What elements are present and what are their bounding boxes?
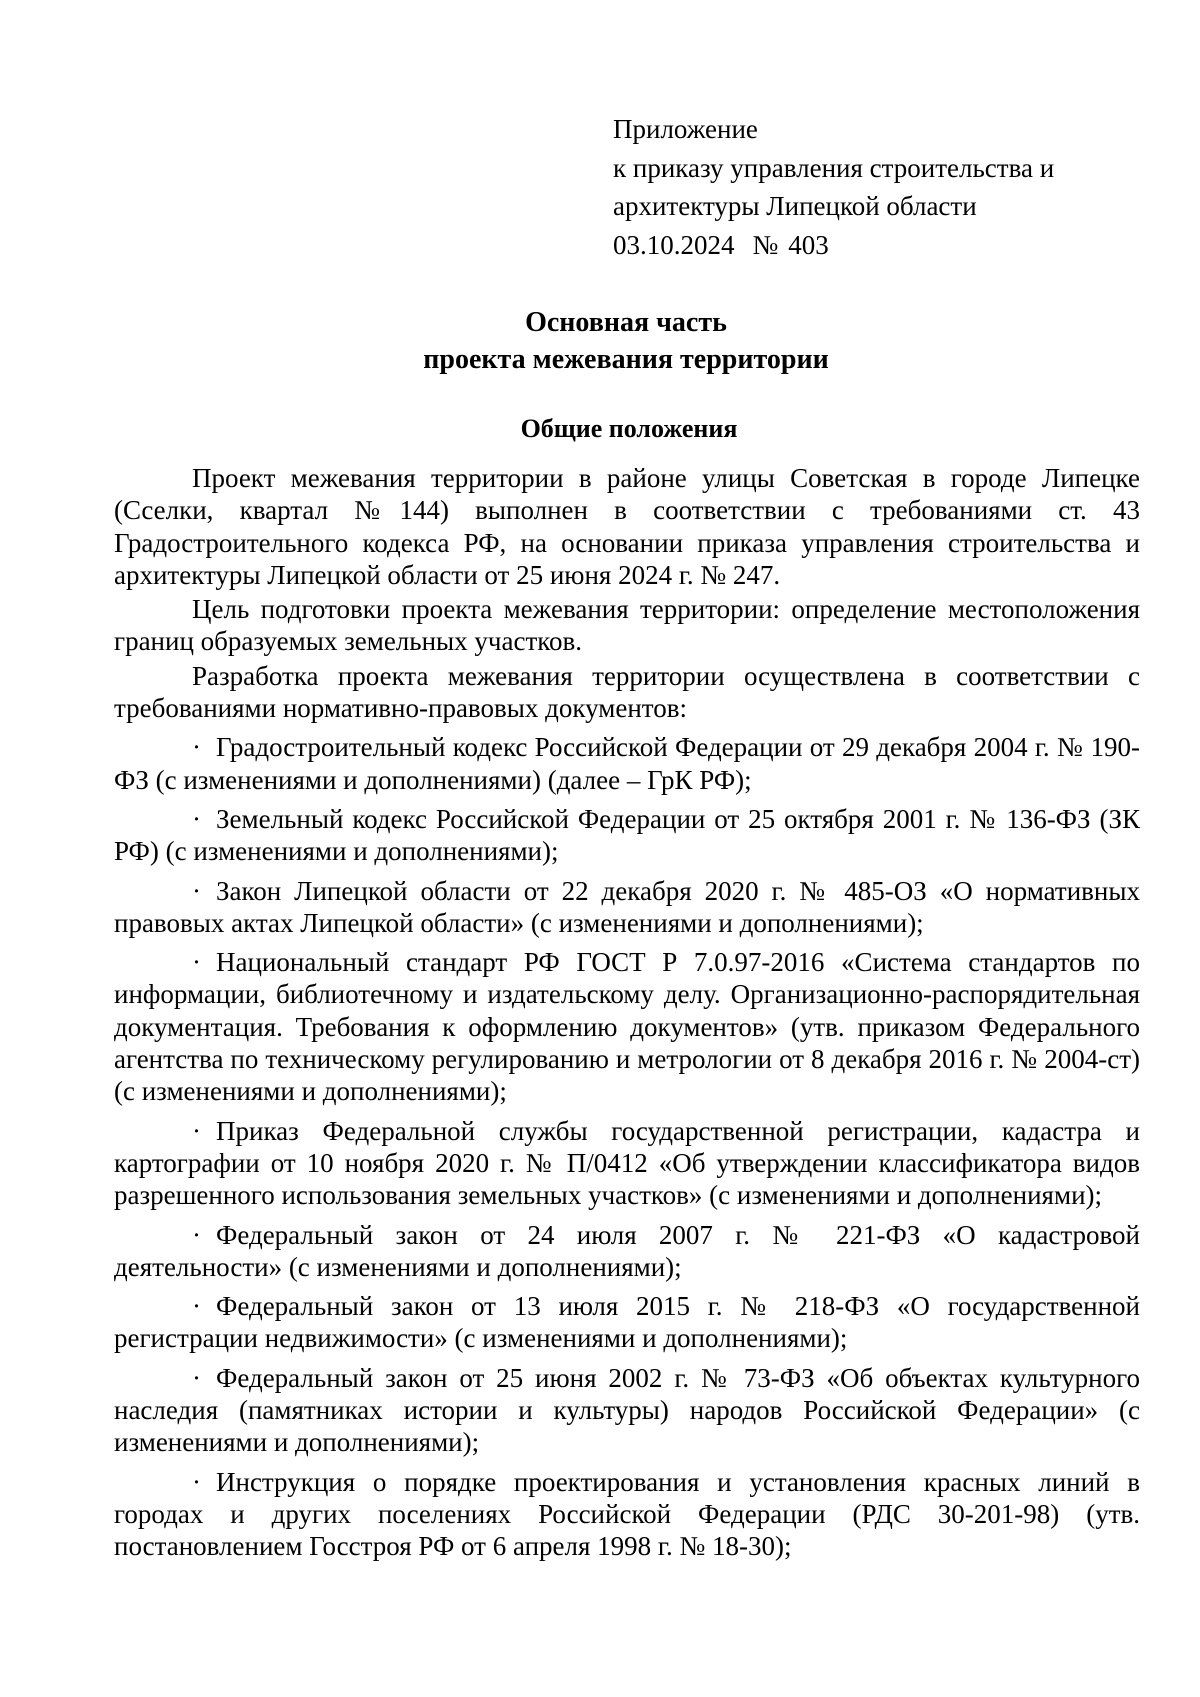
appendix-number: 403 [788, 229, 829, 260]
list-item [114, 1290, 1140, 1355]
document-title [0, 304, 1200, 378]
appendix-date: 03.10.2024 [613, 229, 735, 260]
document-body [114, 462, 1140, 1563]
list-item [114, 946, 1140, 1107]
appendix-date-number [613, 226, 1173, 265]
paragraph: Цель подготовки проекта межевания территории: определение местоположения границ образуемых земельных участков. [114, 594, 1140, 657]
list-item-text: Федеральный закон от 13 июля 2015 г. № 218-ФЗ «О государственной регистрации недвижимости» (с изменениями и дополнениями); [114, 1291, 1140, 1354]
list-item-text: Закон Липецкой области от 22 декабря 2020 г. № 485-ОЗ «О нормативных правовых актах Липецкой области» (с изменениями и дополнениями); [114, 875, 1140, 938]
list-item-text: Земельный кодекс Российской Федерации от 25 октября 2001 г. № 136-ФЗ (ЗК РФ) (с изменениями и дополнениями); [114, 803, 1140, 867]
list-item-text: Национальный стандарт РФ ГОСТ Р 7.0.97-2016 «Система стандартов по информации, библиотечному и издательскому делу. Организационно-распорядительная документация. Требования к оформлению документов» (утв. приказом Федерального агентства по техническому регулированию и метрологии от 8 декабря 2016 г. № 2004-ст) (с изменениями и дополнениями); [114, 947, 1140, 1107]
bullet-icon: · [192, 1219, 201, 1250]
appendix-authority: архитектуры Липецкой области [613, 191, 977, 221]
list-item [114, 875, 1140, 940]
list-item [114, 1115, 1140, 1212]
appendix-block [613, 110, 1173, 264]
list-item [114, 1362, 1140, 1459]
list-item-text: Градостроительный кодекс Российской Федерации от 29 декабря 2004 г. № 190-ФЗ (с изменениями и дополнениями) (далее – ГрК РФ); [114, 732, 1140, 795]
bullet-icon: · [192, 1115, 201, 1146]
list-item [114, 803, 1140, 868]
bullet-icon: · [192, 1291, 201, 1322]
bullet-icon: · [192, 1362, 201, 1393]
bullet-icon: · [192, 947, 201, 978]
paragraph: Проект межевания территории в районе улицы Советская в городе Липецке (Сселки, квартал №144) выполнен в соответствии с требованиями ст. 43 Градостроительного кодекса РФ, на основании приказа управления строительства и архитектуры Липецкой области от 25 июня 2024 г. № 247. [114, 463, 1140, 590]
list-item [114, 1466, 1140, 1563]
list-item-text: Федеральный закон от 24 июля 2007 г. № 221-ФЗ «О кадастровой деятельности» (с изменениями и дополнениями); [114, 1219, 1140, 1282]
paragraph: Разработка проекта межевания территории осуществлена в соответствии с требованиями нормативно-правовых документов: [114, 660, 1140, 724]
appendix-order-ref: к приказу управления строительства и [613, 152, 1055, 183]
bullet-icon: · [192, 803, 201, 834]
list-item-text: Федеральный закон от 25 июня 2002 г. № 73-ФЗ «Об объектах культурного наследия (памятниках истории и культуры) народов Российской Федерации» (с изменениями и дополнениями); [114, 1362, 1140, 1458]
bullet-icon: · [192, 1466, 201, 1497]
appendix-label: Приложение [613, 114, 758, 144]
list-item-text: Инструкция о порядке проектирования и установления красных линий в городах и других поселениях Российской Федерации (РДС 30-201-98) (утв. постановлением Госстроя РФ от 6 апреля 1998 г. № 18-30); [114, 1466, 1140, 1562]
bullet-icon: · [192, 732, 201, 763]
document-title-line-2: проекта межевания территории [423, 344, 829, 375]
list-item [114, 1219, 1140, 1284]
document-title-line-1: Основная часть [525, 307, 727, 338]
list-item-text: Приказ Федеральной службы государственной регистрации, кадастра и картографии от 10 ноября 2020 г. № П/0412 «Об утверждении классификатора видов разрешенного использования земельных участков» (с изменениями и дополнениями); [114, 1115, 1140, 1211]
appendix-number-sign: № [752, 229, 779, 260]
bullet-icon: · [192, 875, 201, 906]
regulations-list [114, 731, 1140, 1562]
list-item [114, 731, 1140, 796]
section-heading: Общие положения [520, 414, 738, 443]
